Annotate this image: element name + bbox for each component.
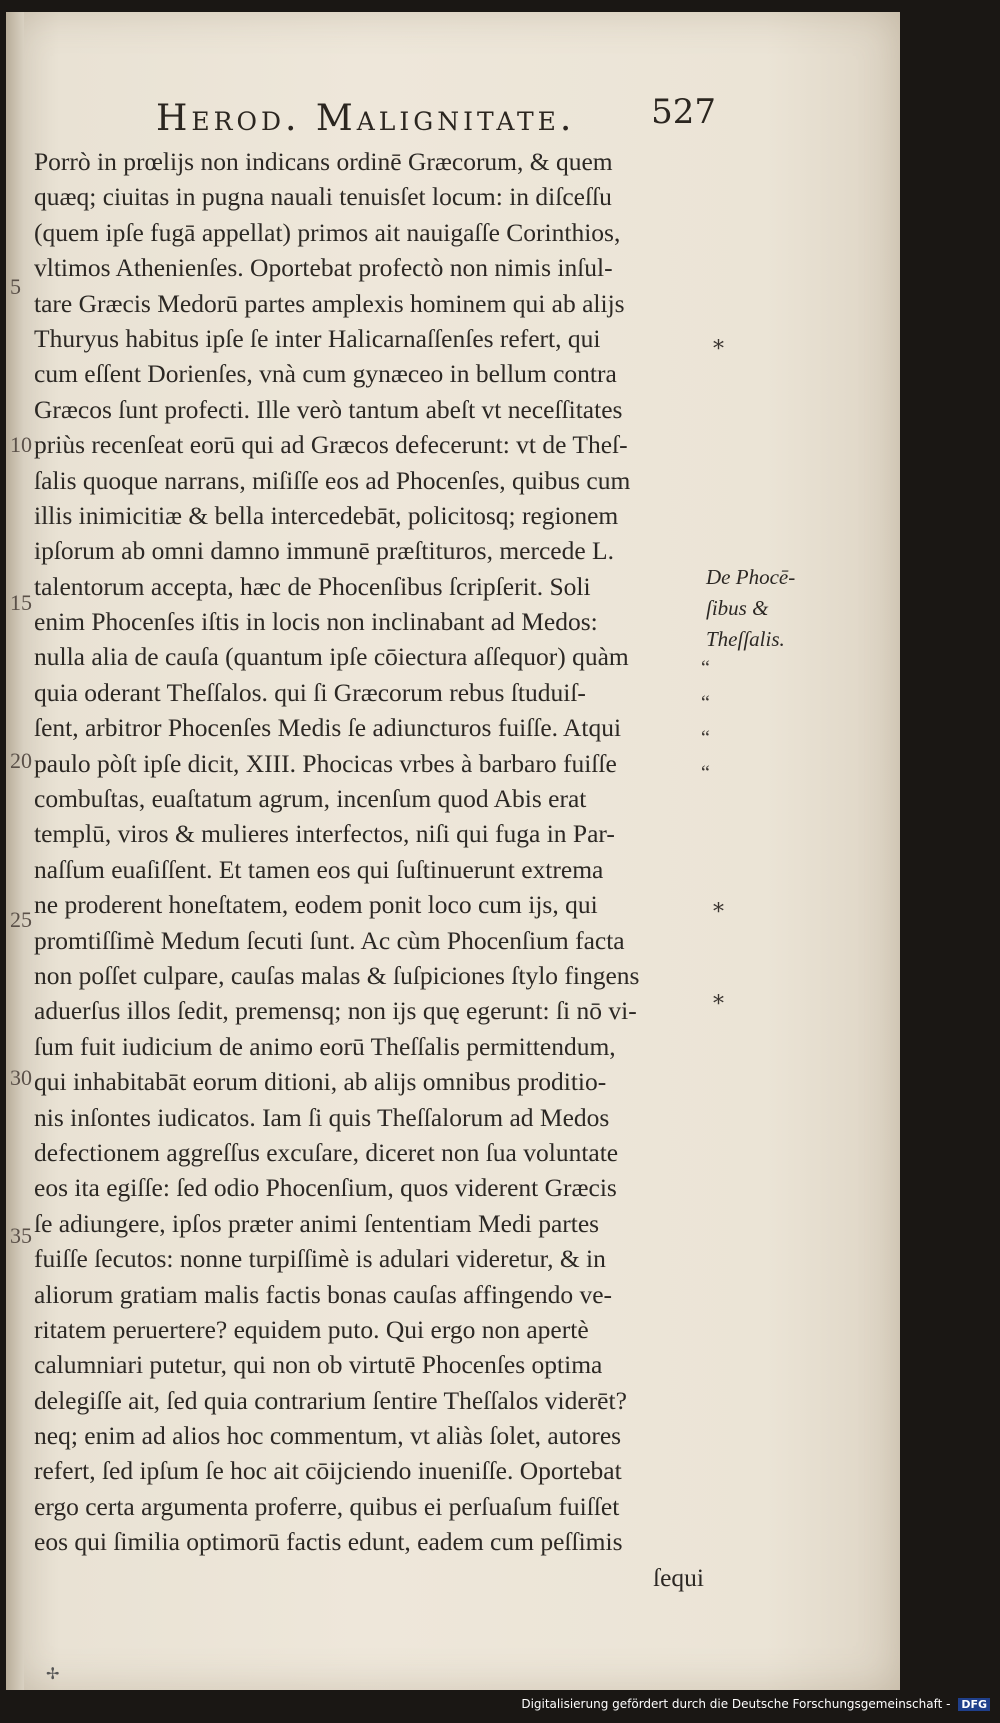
- running-title: Herod. Malignitate.: [156, 98, 576, 139]
- line-number: 30: [10, 1065, 32, 1090]
- text-line: Thuryus habitus ipſe ſe inter Halicarnaſſenſes refert, qui: [34, 323, 601, 353]
- text-line: vltimos Athenienſes. Oportebat profectò non nimis inſul-: [34, 253, 613, 283]
- text-line: (quem ipſe fugā appellat) primos ait nauigaſſe Corinthios,: [34, 217, 621, 247]
- footer-text: Digitalisierung gefördert durch die Deutsche Forschungsgemeinschaft -: [521, 1697, 951, 1711]
- asterisk-mark: *: [713, 992, 724, 1017]
- body-text: [34, 144, 714, 1595]
- digitization-footer: [521, 1697, 990, 1711]
- asterisk-mark: *: [713, 337, 724, 362]
- line-number: 25: [10, 907, 32, 932]
- text-line: calumniari putetur, qui non ob virtutē Phocenſes optima: [34, 1350, 603, 1380]
- ink-smudge: ✢: [46, 1666, 60, 1683]
- text-line: ſe adiungere, ipſos præter animi ſententiam Medi partes: [34, 1208, 600, 1238]
- marginal-note: [706, 562, 826, 655]
- text-line: aliorum gratiam malis factis bonas cauſas affingendo ve-: [34, 1279, 613, 1309]
- asterisk-mark: *: [713, 900, 724, 925]
- text-line: Porrò in prœlijs non indicans ordinē Græcorum, & quem: [34, 147, 613, 176]
- text-line: ritatem peruertere? equidem puto. Qui ergo non apertè: [34, 1314, 589, 1344]
- text-line: non poſſet culpare, cauſas malas & ſuſpiciones ſtylo fingens: [34, 960, 640, 990]
- quote-mark: “: [701, 727, 710, 749]
- text-line: nulla alia de cauſa (quantum ipſe cōiectura aſſequor) quàm: [34, 642, 629, 672]
- text-line: ergo certa argumenta proferre, quibus ei perſuaſum fuiſſet: [34, 1491, 620, 1521]
- book-page: [6, 12, 900, 1690]
- text-line: cum eſſent Dorienſes, vnà cum gynæceo in bellum contra: [34, 359, 617, 389]
- text-line: qui inhabitabāt eorum ditioni, ab alijs omnibus proditio-: [34, 1067, 607, 1097]
- text-line: ne proderent honeſtatem, eodem ponit loco cum ijs, qui: [34, 890, 598, 920]
- text-line: refert, ſed ipſum ſe hoc ait cōijciendo inueniſſe. Oportebat: [34, 1456, 622, 1486]
- line-number: 10: [10, 432, 32, 457]
- marginal-note-line: ſibus &: [706, 596, 769, 620]
- line-number: 15: [10, 590, 32, 615]
- text-line: ipſorum ab omni damno immunē præſtituros, mercede L.: [34, 536, 615, 566]
- page-header: [156, 92, 716, 144]
- text-line: priùs recenſeat eorū qui ad Græcos defecerunt: vt de Theſ-: [34, 430, 628, 460]
- text-line: naſſum euaſiſſent. Et tamen eos qui ſuſtinuerunt extrema: [34, 854, 604, 884]
- page-number: 527: [651, 92, 716, 132]
- text-line: aduerſus illos ſedit, premensq; non ijs quę egerunt: ſi nō vi-: [34, 996, 637, 1026]
- marginal-note-line: De Phocē-: [706, 565, 796, 589]
- text-line: promtiſſimè Medum ſecuti ſunt. Ac cùm Phocenſium facta: [34, 925, 625, 955]
- text-line: fuiſſe ſecutos: nonne turpiſſimè is adulari videretur, & in: [34, 1244, 606, 1274]
- text-line: eos qui ſimilia optimorū factis edunt, eadem cum peſſimis: [34, 1527, 623, 1557]
- text-line: ſent, arbitror Phocenſes Medis ſe adiuncturos fuiſſe. Atqui: [34, 713, 622, 743]
- text-line: quæq; ciuitas in pugna nauali tenuisſet locum: in diſceſſu: [34, 182, 612, 212]
- text-line: combuſtas, euaſtatum agrum, incenſum quod Abis erat: [34, 784, 587, 814]
- text-line: neq; enim ad alios hoc commentum, vt aliàs ſolet, autores: [34, 1421, 622, 1451]
- text-line: ſum fuit iudicium de animo eorū Theſſalis permittendum,: [34, 1031, 616, 1061]
- text-line: illis inimicitiæ & bella intercedebāt, policitosq; regionem: [34, 500, 619, 530]
- text-line: eos ita egiſſe: ſed odio Phocenſium, quos viderent Græcis: [34, 1173, 617, 1203]
- line-number: 5: [10, 274, 21, 299]
- text-line: enim Phocenſes iſtis in locis non inclinabant ad Medos:: [34, 607, 598, 637]
- quote-mark: “: [701, 692, 710, 714]
- page-spine-edge: [6, 12, 24, 1690]
- quote-mark: “: [701, 762, 710, 784]
- text-line: delegiſſe ait, ſed quia contrarium ſentire Theſſalos viderēt?: [34, 1385, 627, 1415]
- line-number: 20: [10, 748, 32, 773]
- text-line: quia oderant Theſſalos. qui ſi Græcorum rebus ſtuduiſ-: [34, 677, 586, 707]
- text-line: defectionem aggreſſus excuſare, diceret non ſua voluntate: [34, 1137, 619, 1167]
- text-line: templū, viros & mulieres interfectos, niſi qui fuga in Par-: [34, 819, 615, 849]
- dfg-logo: DFG: [958, 1698, 990, 1711]
- text-line: tare Græcis Medorū partes amplexis hominem qui ab alijs: [34, 288, 625, 318]
- marginal-note-line: Theſſalis.: [706, 627, 785, 651]
- line-number: 35: [10, 1223, 32, 1248]
- text-line: Græcos ſunt profecti. Ille verò tantum abeſt vt neceſſitates: [34, 394, 623, 424]
- text-line: paulo pòſt ipſe dicit, XIII. Phocicas vrbes à barbaro fuiſſe: [34, 748, 617, 778]
- catchword: ſequi: [653, 1562, 704, 1592]
- text-line: talentorum accepta, hæc de Phocenſibus ſcripſerit. Soli: [34, 571, 591, 601]
- quote-mark: “: [701, 657, 710, 679]
- text-line: nis inſontes iudicatos. Iam ſi quis Theſſalorum ad Medos: [34, 1102, 610, 1132]
- text-line: ſalis quoque narrans, miſiſſe eos ad Phocenſes, quibus cum: [34, 465, 631, 495]
